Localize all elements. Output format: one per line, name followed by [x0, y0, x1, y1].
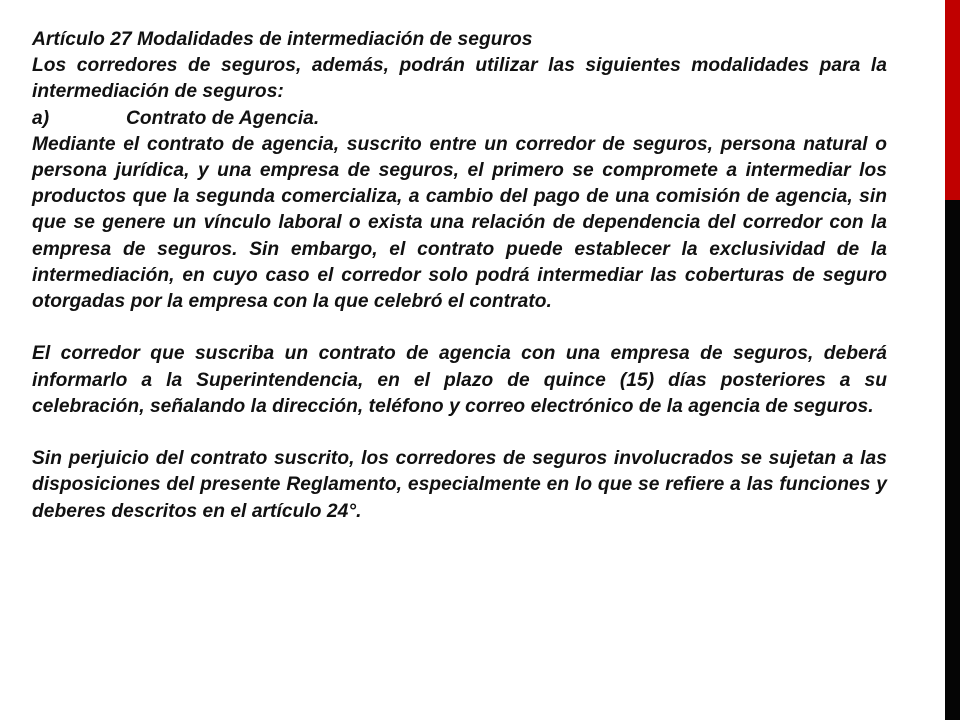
list-item-label: a) — [32, 107, 50, 129]
list-item-text: Contrato de Agencia. — [126, 107, 320, 129]
list-item — [32, 106, 887, 132]
article-body — [32, 27, 887, 525]
paragraph-spacer — [32, 315, 887, 341]
sidebar-accent-bar — [945, 0, 960, 200]
paragraph-obligations: Sin perjuicio del contrato suscrito, los corredores de seguros involucrados se sujetan a las disposiciones del presente Reglamento, especialmente en lo que se refiere a las funciones y deberes descritos en el artículo 24°. — [32, 448, 887, 522]
paragraph-agency-definition: Mediante el contrato de agencia, suscrito entre un corredor de seguros, persona natural o persona jurídica, y una empresa de seguros, el primero se compromete a intermediar los productos que la segunda comercializa, a cambio del pago de una comisión de agencia, sin que se genere un vínculo laboral o exista una relación de dependencia del corredor con la empresa de seguros. Sin embargo, el contrato puede establecer la exclusividad de la intermediación, en cuyo caso el corredor solo podrá intermediar las coberturas de seguro otorgadas por la empresa con la que celebró el contrato. — [32, 133, 887, 313]
paragraph-notification: El corredor que suscriba un contrato de agencia con una empresa de seguros, deberá informarlo a la Superintendencia, en el plazo de quince (15) días posteriores a su celebración, señalando la dirección, teléfono y correo electrónico de la agencia de seguros. — [32, 343, 887, 417]
paragraph-spacer — [32, 420, 887, 446]
article-intro: Los corredores de seguros, además, podrán utilizar las siguientes modalidades para la intermediación de seguros: — [32, 55, 887, 103]
article-title: Artículo 27 Modalidades de intermediación de seguros — [32, 29, 533, 50]
